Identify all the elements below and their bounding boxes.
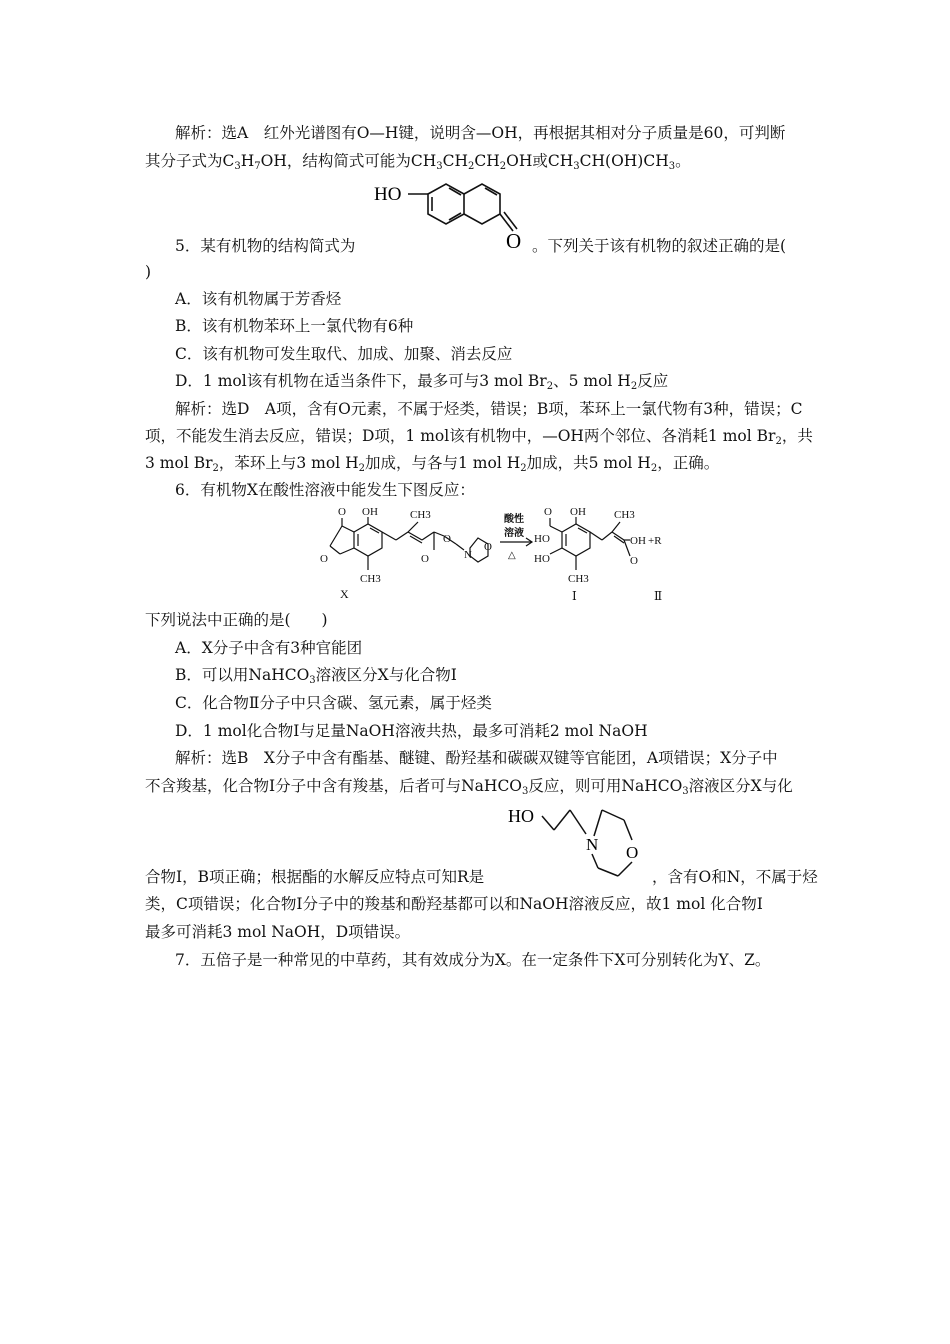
q6-option-d: D．1 mol化合物Ⅰ与足量NaOH溶液共热，最多可消耗2 mol NaOH xyxy=(175,722,648,740)
svg-text:O: O xyxy=(421,553,429,565)
q5-structure-diagram xyxy=(368,176,528,252)
q5-o-label: O xyxy=(506,229,522,252)
q7-stem: 7．五倍子是一种常见的中草药，其有效成分为X。在一定条件下X可分别转化为Y、Z。 xyxy=(175,951,771,969)
q5-option-c: C．该有机物可发生取代、加成、加聚、消去反应 xyxy=(175,345,513,363)
q4-analysis-line1: 解析：选A 红外光谱图有O—H键，说明含—OH，再根据其相对分子质量是60，可判断 xyxy=(175,124,786,142)
svg-text:溶液: 溶液 xyxy=(504,528,524,539)
q6-analysis-line1: 解析：选B X分子中含有酯基、醚键、酚羟基和碳碳双键等官能团，A项错误；X分子中 xyxy=(175,749,778,767)
svg-text:N: N xyxy=(586,835,599,854)
svg-text:CH3: CH3 xyxy=(410,509,431,521)
label-2: Ⅱ xyxy=(654,589,663,603)
svg-text:△: △ xyxy=(508,550,516,561)
q5-option-d: D．1 mol该有机物在适当条件下，最多可与3 mol $Br_2$、5 mol $H_2$反应 xyxy=(175,372,669,392)
svg-text:HO: HO xyxy=(508,806,534,826)
svg-text:O: O xyxy=(544,506,552,518)
svg-text:OH: OH xyxy=(362,506,378,518)
q5-analysis-line3: 3 mol $Br_2$，苯环上与3 mol $H_2$加成，与各与1 mol $H_2$加成，共5 mol $H_2$，正确。 xyxy=(145,454,720,474)
q5-ho-label: HO xyxy=(374,184,402,205)
q6-analysis-line4: 类，C项错误；化合物Ⅰ分子中的羧基和酚羟基都可以和NaOH溶液反应，故1 mol 化合物Ⅰ xyxy=(145,895,763,913)
r-structure-diagram xyxy=(506,800,646,885)
q6-option-c: C．化合物Ⅱ分子中只含碳、氢元素，属于烃类 xyxy=(175,694,492,712)
svg-text:+R: +R xyxy=(648,535,662,547)
label-x: X xyxy=(340,587,349,601)
svg-text:O: O xyxy=(630,555,638,567)
q6-analysis-line3b: ，含有O和N，不属于烃 xyxy=(652,868,818,886)
q5-analysis-line2: 项，不能发生消去反应，错误；D项，1 mol该有机物中，—OH两个邻位、各消耗1 mol $Br_2$，共 xyxy=(145,427,813,447)
label-1: Ⅰ xyxy=(572,589,577,603)
q6-stem: 6．有机物X在酸性溶液中能发生下图反应： xyxy=(175,481,475,499)
q5-stem-a: 5．某有机物的结构简式为 xyxy=(175,237,356,255)
svg-text:CH3: CH3 xyxy=(614,509,635,521)
q5-analysis-line1: 解析：选D A项，含有O元素，不属于烃类，错误；B项，苯环上一氯代物有3种，错误；C xyxy=(175,400,803,418)
q6-analysis-line2: 不含羧基，化合物Ⅰ分子中含有羧基，后者可与NaHCO$_3$反应，则可用NaHCO$_3$溶液区分X与化 xyxy=(145,777,793,797)
svg-text:OH: OH xyxy=(630,535,646,547)
q6-analysis-line3a: 合物Ⅰ，B项正确；根据酯的水解反应特点可知R是 xyxy=(145,868,485,886)
svg-text:O: O xyxy=(626,843,639,862)
svg-text:O: O xyxy=(484,541,492,553)
q6-analysis-line5: 最多可消耗3 mol NaOH，D项错误。 xyxy=(145,923,411,941)
q5-stem-c: ) xyxy=(145,263,152,281)
svg-text:CH3: CH3 xyxy=(568,573,589,585)
q6-option-b: B．可以用NaHCO$_3$溶液区分X与化合物Ⅰ xyxy=(175,666,457,686)
svg-text:酸性: 酸性 xyxy=(504,514,524,525)
q5-option-b: B．该有机物苯环上一氯代物有6种 xyxy=(175,317,414,335)
svg-text:HO: HO xyxy=(534,533,550,545)
svg-text:OH: OH xyxy=(570,506,586,518)
svg-text:HO: HO xyxy=(534,553,550,565)
svg-text:CH3: CH3 xyxy=(360,573,381,585)
q6-option-a: A．X分子中含有3种官能团 xyxy=(175,639,363,657)
q4-analysis-line2: 其分子式为$C_3H_7OH$，结构简式可能为$CH_3CH_2CH_2OH$或$CH_3CH(OH)CH_3$。 xyxy=(145,152,691,172)
svg-text:O: O xyxy=(320,553,328,565)
q6-question: 下列说法中正确的是( ) xyxy=(145,611,328,629)
q5-stem-b: 。下列关于该有机物的叙述正确的是( xyxy=(532,237,787,255)
svg-text:O: O xyxy=(338,506,346,518)
svg-text:O: O xyxy=(443,533,451,545)
q6-reaction-scheme xyxy=(318,506,678,606)
svg-text:N: N xyxy=(464,549,472,561)
q5-option-a: A．该有机物属于芳香烃 xyxy=(175,290,342,308)
